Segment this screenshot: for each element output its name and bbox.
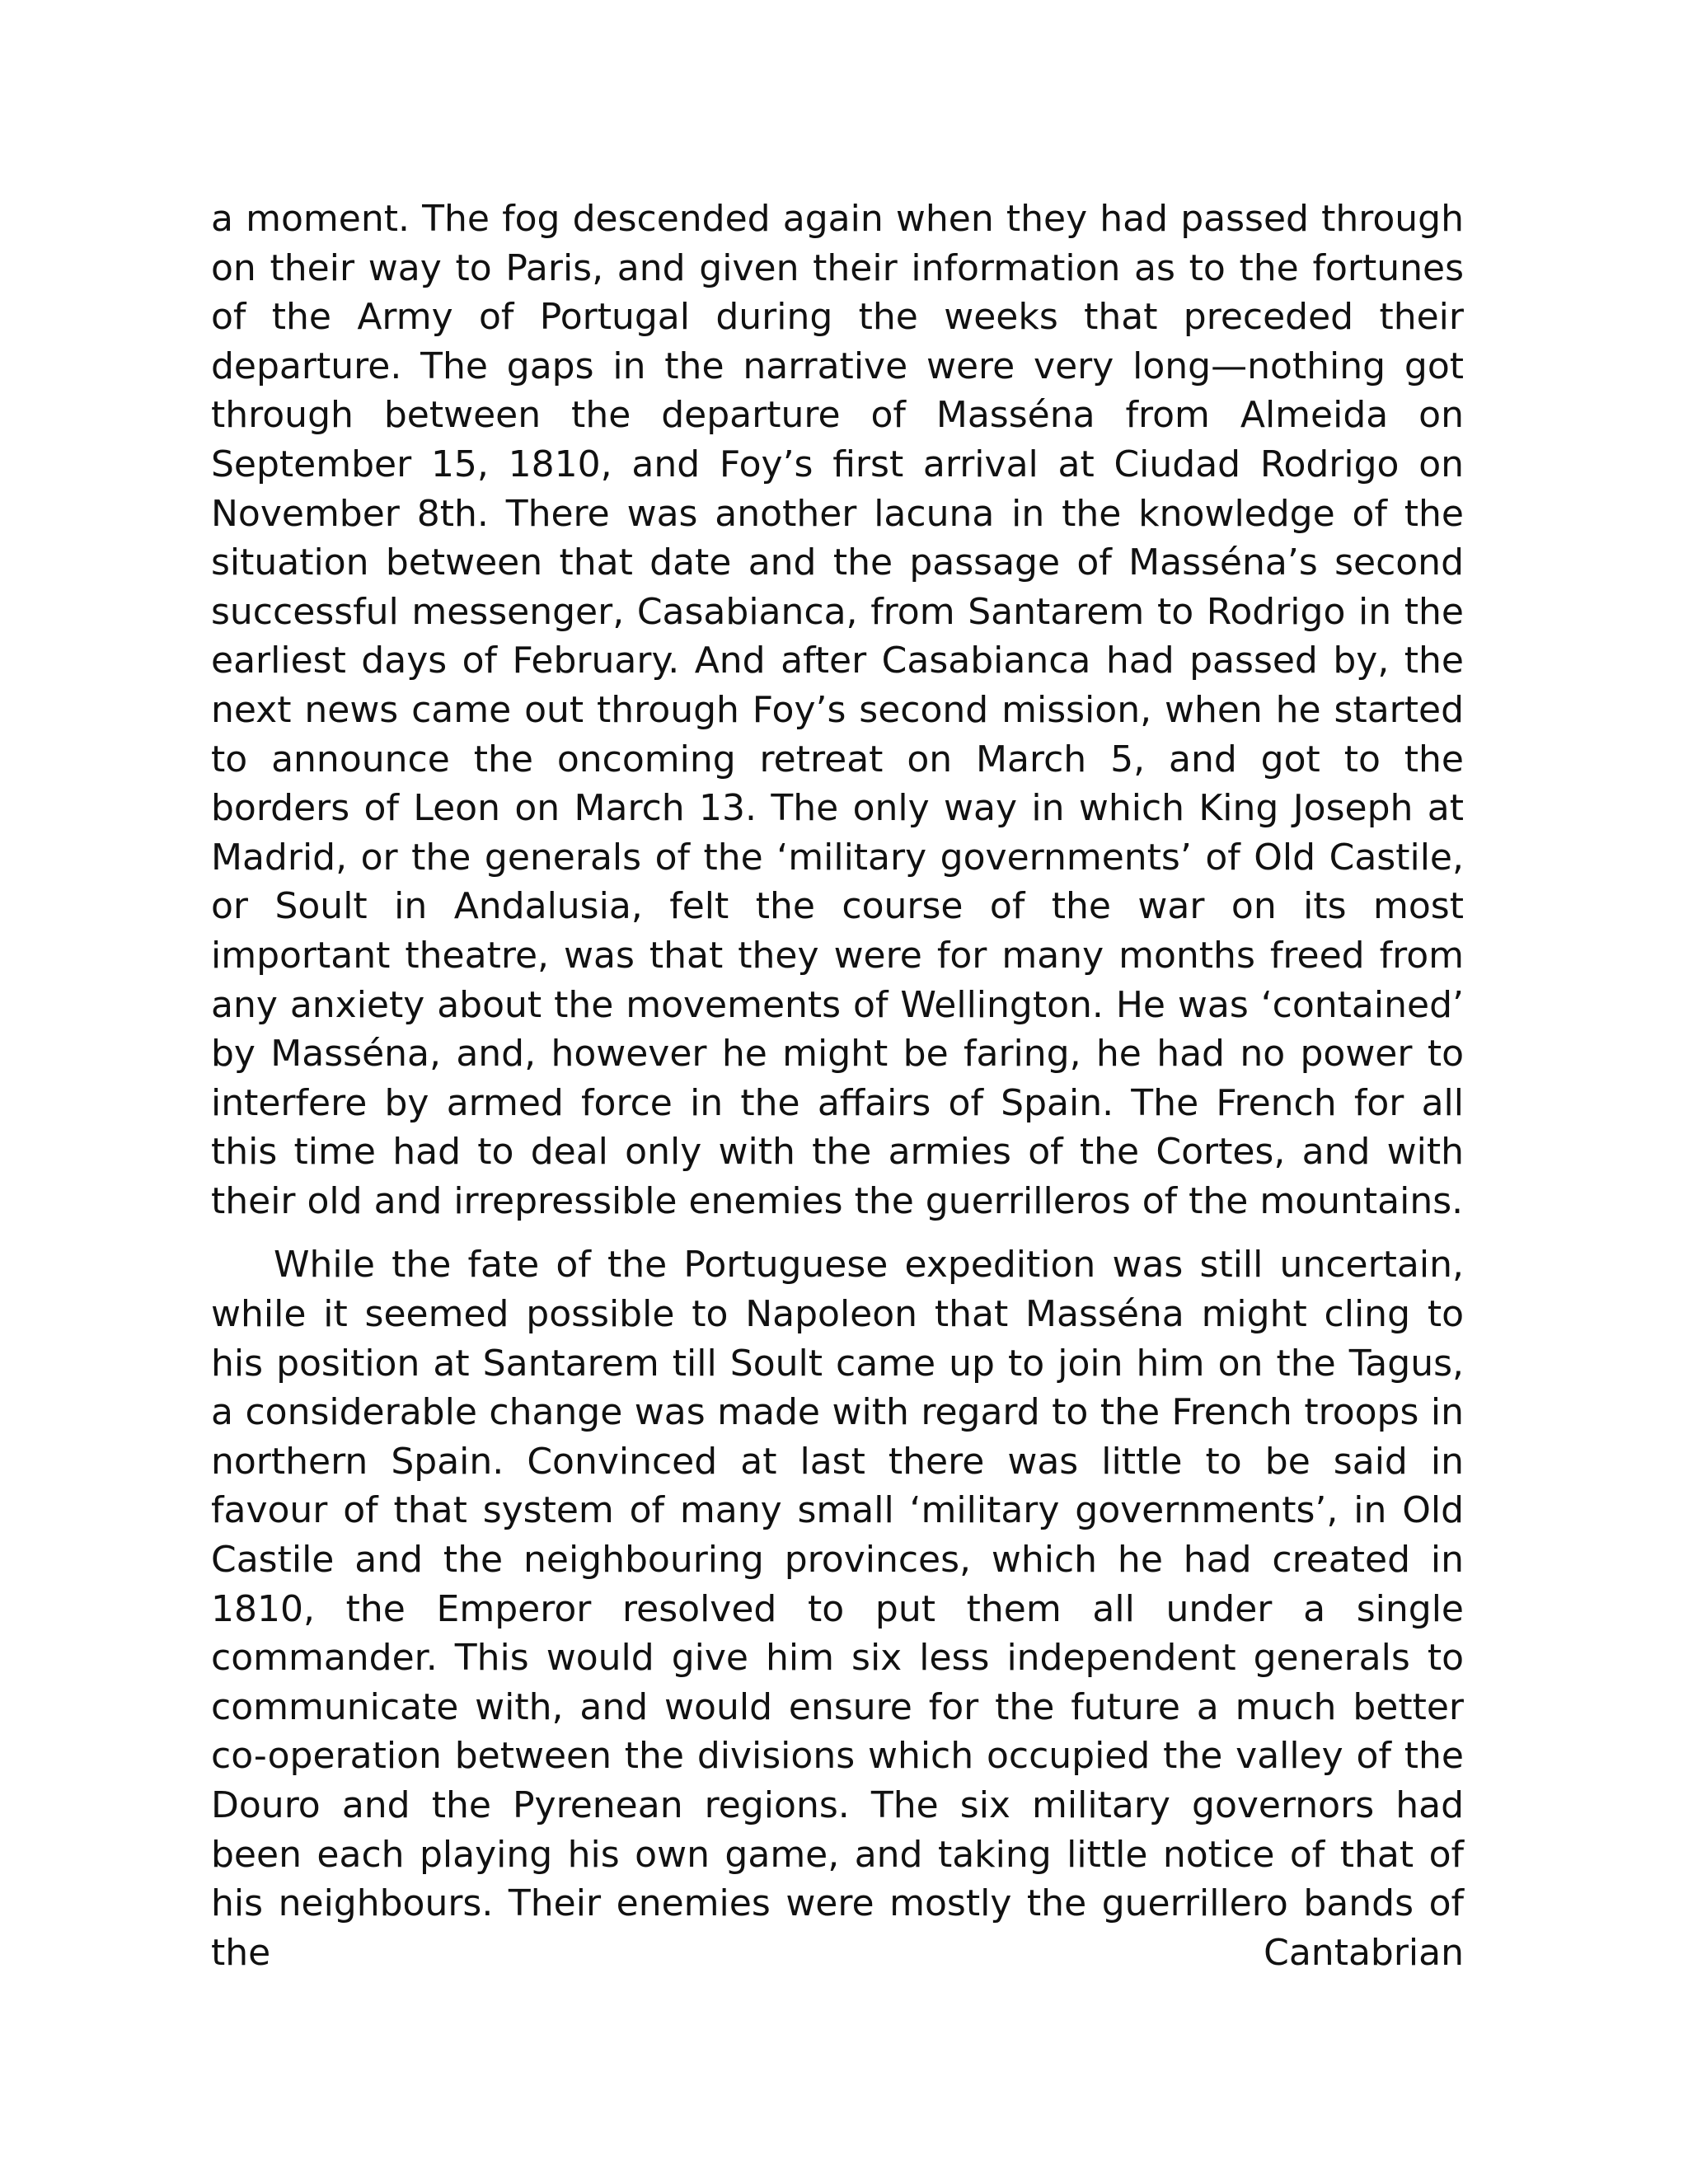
paragraph-2: While the fate of the Portuguese expedition was still uncertain, while it seemed possible to Napoleon that Masséna might cling to his position at Santarem till Soult came up to join him on the Tagus, a considerable change was made with regard to the French troops in northern Spain. Convinced at last there was little to be said in favour of that system of many small ‘military governments’, in Old Castile and the neighbouring provinces, which he had created in 1810, the Emperor resolved to put them all under a single commander. This would give him six less independent generals to communicate with, and would ensure for the future a much better co-operation between the divisions which occupied the valley of the Douro and the Pyrenean regions. The six military governors had been each playing his own game, and taking little notice of that of his neighbours. Their enemies were mostly the guerrillero bands of the Cantabrian (211, 1244, 1464, 1974)
page-body (211, 194, 1464, 1977)
paragraph-1: a moment. The fog descended again when they had passed through on their way to Paris, and given their information as to the fortunes of the Army of Portugal during the weeks that preceded their departure. The gaps in the narrative were very long—nothing got through between the departure of Masséna from Almeida on September 15, 1810, and Foy’s first arrival at Ciudad Rodrigo on November 8th. There was another lacuna in the knowledge of the situation between that date and the passage of Masséna’s second successful messenger, Casabianca, from Santarem to Rodrigo in the earliest days of February. And after Casabianca had passed by, the next news came out through Foy’s second mission, when he started to announce the oncoming retreat on March 5, and got to the borders of Leon on March 13. The only way in which King Joseph at Madrid, or the generals of the ‘military governments’ of Old Castile, or Soult in Andalusia, felt the course of the war on its most important theatre, was that they were for many months freed from any anxiety about the movements of Wellington. He was ‘contained’ by Masséna, and, however he might be faring, he had no power to interfere by armed force in the affairs of Spain. The French for all this time had to deal only with the armies of the Cortes, and with their old and irrepressible enemies the guerrilleros of the mountains. (211, 198, 1464, 1222)
